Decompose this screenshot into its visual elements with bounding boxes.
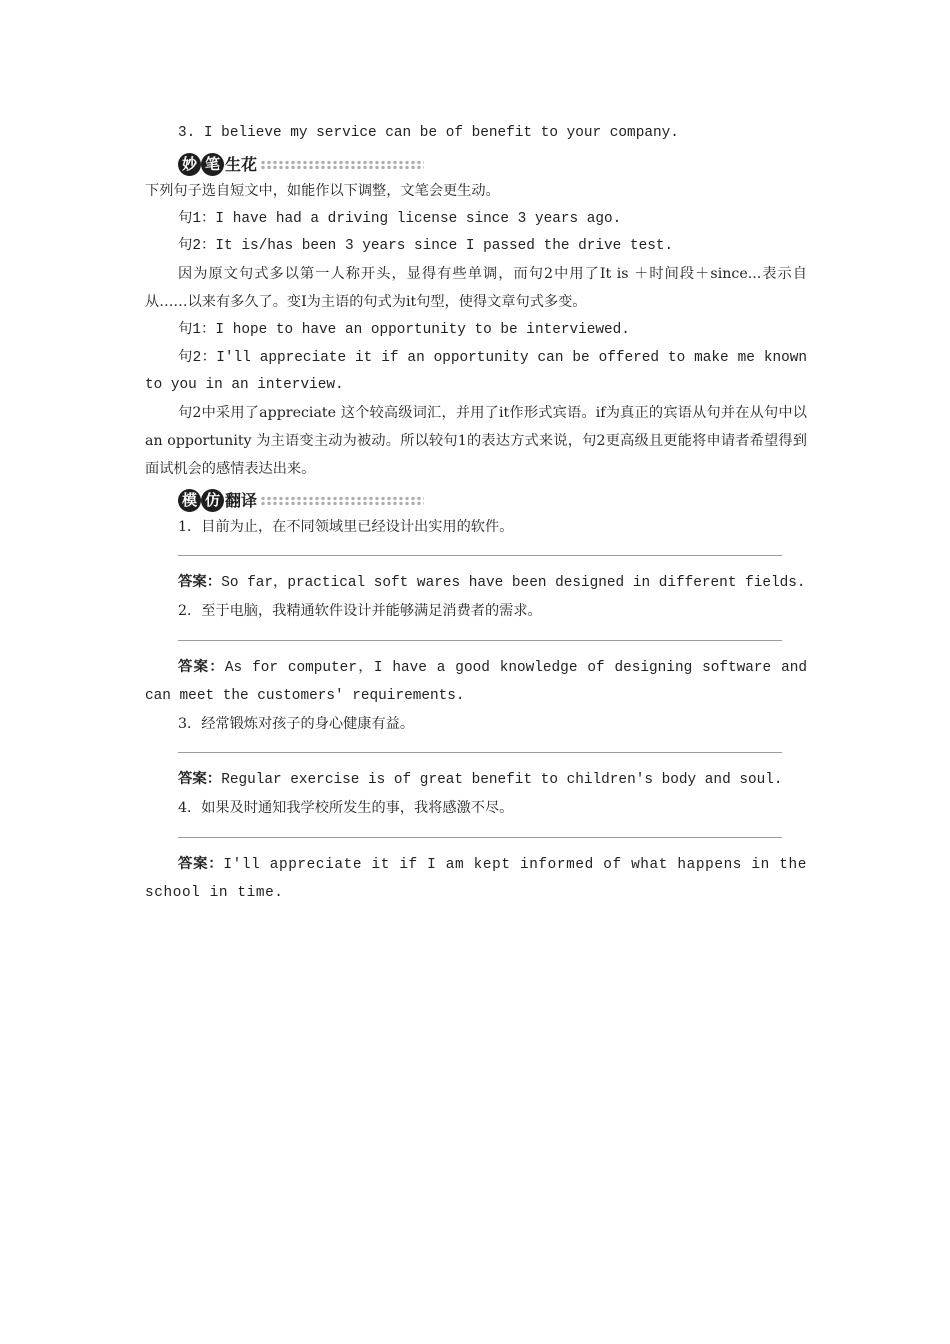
pair2-explanation: 句2中采用了appreciate 这个较高级词汇，并用了it作形式宾语。if为真正的宾语从句并在从句中以an opportunity 为主语变主动为被动。所以较句1的表达方式来说，句2更高级且更能将申请者希望得到面试机会的感情表达出来。 [145, 405, 807, 477]
answer-label: 答案： [178, 574, 222, 591]
answer-text: So far，practical soft wares have been designed in different fields. [221, 575, 806, 592]
answer-blank[interactable] [178, 836, 782, 838]
answer-blank[interactable] [178, 554, 782, 556]
pair1-sentence2: 句2：It is/has been 3 years since I passed the drive test. [178, 238, 674, 255]
translation-item-2 [145, 598, 807, 710]
header-badge-1: 模 [178, 489, 201, 512]
pair1-explanation: 因为原文句式多以第一人称开头，显得有些单调，而句2中用了It is ＋时间段＋since...表示自从……以来有多久了。变I为主语的句式为it句型，使得文章句式多变。 [145, 266, 807, 310]
header-title: 生花 [225, 154, 258, 174]
top-item: 3. I believe my service can be of benefit to your company. [178, 125, 679, 141]
question: 1．目前为止，在不同领域里已经设计出实用的软件。 [178, 518, 514, 535]
pair2-sentence1: 句1：I hope to have an opportunity to be interviewed. [178, 321, 630, 338]
pair2-sentence2: 句2：I'll appreciate it if an opportunity can be offered to make me known to you in an interview. [145, 349, 807, 394]
dotted-divider [260, 496, 424, 506]
pair1-sentence1: 句1：I have had a driving license since 3 years ago. [178, 210, 622, 227]
answer-label: 答案： [178, 855, 224, 872]
header-badge-1: 妙 [178, 153, 201, 176]
section-header-mofang [178, 486, 807, 516]
question: 4．如果及时通知我学校所发生的事，我将感激不尽。 [178, 800, 514, 817]
header-title: 翻译 [225, 490, 258, 510]
answer-label: 答案： [178, 658, 225, 675]
answer-blank[interactable] [178, 639, 782, 641]
answer-text: Regular exercise is of great benefit to children's body and soul. [221, 772, 783, 789]
section1-intro: 下列句子选自短文中，如能作以下调整，文笔会更生动。 [145, 182, 500, 199]
answer-text: As for computer，I have a good knowledge of designing software and can meet the customers' requirements. [145, 659, 807, 704]
question: 3．经常锻炼对孩子的身心健康有益。 [178, 715, 415, 732]
header-badge-2: 仿 [201, 489, 224, 512]
question: 2．至于电脑，我精通软件设计并能够满足消费者的需求。 [178, 603, 542, 620]
answer-label: 答案： [178, 771, 222, 788]
answer-blank[interactable] [178, 751, 782, 753]
header-badge-2: 笔 [201, 153, 224, 176]
translation-item-3 [145, 711, 807, 796]
answer-text: I'll appreciate it if I am kept informed of what happens in the school in time. [145, 856, 807, 901]
document-page [145, 120, 807, 908]
section-header-miaobi [178, 150, 807, 180]
dotted-divider [260, 160, 424, 170]
translation-item-1 [145, 514, 807, 599]
translation-item-4 [145, 795, 807, 907]
